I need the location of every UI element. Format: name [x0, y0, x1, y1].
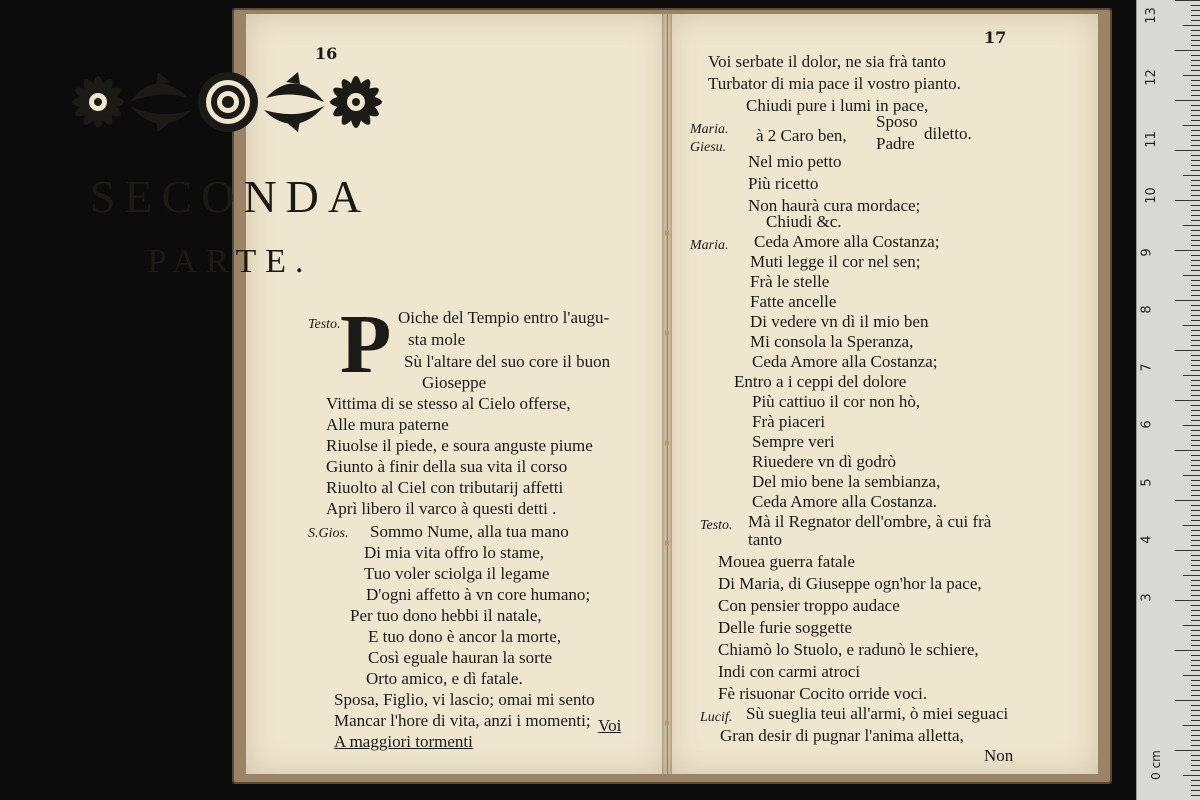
ruler-number: 7 — [1139, 363, 1155, 372]
ruler-number: 4 — [1139, 535, 1155, 544]
ruler-tick — [1191, 140, 1200, 141]
ruler-tick — [1183, 125, 1200, 126]
ruler-tick — [1191, 785, 1200, 786]
text-line: Fatte ancelle — [750, 292, 837, 311]
ruler-tick — [1191, 270, 1200, 271]
ruler-tick — [1191, 285, 1200, 286]
ruler-tick — [1191, 495, 1200, 496]
ruler-tick — [1191, 435, 1200, 436]
ruler-tick — [1191, 740, 1200, 741]
ruler-tick — [1191, 720, 1200, 721]
ruler-tick — [1191, 235, 1200, 236]
text-line: Tuo voler sciolga il legame — [364, 564, 550, 583]
ruler-tick — [1191, 40, 1200, 41]
text-line: Vittima di se stesso al Cielo offerse, — [326, 394, 571, 413]
ruler-tick — [1191, 480, 1200, 481]
ruler-tick — [1191, 5, 1200, 6]
catchword: Voi — [598, 716, 622, 735]
ruler-tick — [1191, 490, 1200, 491]
ruler-tick — [1191, 445, 1200, 446]
text-line: Orto amico, e dì fatale. — [366, 669, 523, 688]
speaker-label: S.Gios. — [308, 526, 349, 541]
ruler-tick — [1191, 460, 1200, 461]
speaker-label: Maria. — [690, 122, 729, 137]
ruler-number: 8 — [1139, 305, 1155, 314]
section-subtitle: PARTE. — [147, 243, 313, 280]
ruler-tick — [1191, 620, 1200, 621]
ruler-tick — [1191, 560, 1200, 561]
ruler-tick — [1191, 35, 1200, 36]
text-line: Sù sueglia teui all'armi, ò miei seguaci — [746, 704, 1009, 723]
text-line: Ceda Amore alla Costanza. — [752, 492, 938, 511]
text-line: Frà piaceri — [752, 412, 826, 431]
ruler-tick — [1191, 515, 1200, 516]
ruler-tick — [1183, 675, 1200, 676]
ruler-tick — [1191, 345, 1200, 346]
ruler-tick — [1191, 730, 1200, 731]
ruler-tick — [1191, 590, 1200, 591]
ruler-tick — [1183, 425, 1200, 426]
text-line: Padre — [876, 134, 915, 153]
text-line: Delle furie soggette — [718, 618, 853, 637]
text-line: Chiudi pure i lumi in pace, — [746, 96, 929, 115]
ruler-tick — [1191, 180, 1200, 181]
ruler-tick — [1191, 665, 1200, 666]
ruler-tick — [1175, 50, 1200, 51]
text-line: Sommo Nume, alla tua mano — [370, 522, 569, 541]
ruler-tick — [1191, 735, 1200, 736]
text-line: Frà le stelle — [750, 272, 830, 291]
ruler-tick — [1191, 340, 1200, 341]
ruler-number: 11 — [1143, 131, 1159, 148]
ruler-tick — [1191, 530, 1200, 531]
ruler-tick — [1191, 430, 1200, 431]
ruler-tick — [1191, 320, 1200, 321]
ruler-tick — [1191, 220, 1200, 221]
ruler-tick — [1191, 545, 1200, 546]
ruler-tick — [1191, 710, 1200, 711]
ruler-tick — [1191, 380, 1200, 381]
ruler-tick — [1191, 20, 1200, 21]
ruler-tick — [1191, 795, 1200, 796]
text-line: Mancar l'hore di vita, anzi i momenti; — [334, 711, 591, 730]
ruler-tick — [1191, 15, 1200, 16]
ruler-tick — [1191, 145, 1200, 146]
text-line: Per tuo dono hebbi il natale, — [350, 606, 542, 625]
ruler-tick — [1191, 535, 1200, 536]
ruler-tick — [1191, 85, 1200, 86]
ruler-tick — [1191, 660, 1200, 661]
text-line: Aprì libero il varco à questi detti . — [326, 499, 557, 518]
text-line: tanto — [748, 530, 782, 549]
text-line: Sù l'altare del suo core il buon — [404, 352, 611, 371]
ruler-tick — [1191, 255, 1200, 256]
text-line: E tuo dono è ancor la morte, — [368, 627, 562, 646]
section-title: SECONDA — [89, 171, 371, 222]
ruler-tick — [1191, 65, 1200, 66]
ruler-tick — [1191, 585, 1200, 586]
ruler-tick — [1191, 605, 1200, 606]
ruler-tick — [1175, 600, 1200, 601]
text-line: Di vedere vn dì il mio ben — [750, 312, 929, 331]
ruler-tick — [1191, 295, 1200, 296]
ruler-tick — [1191, 685, 1200, 686]
ruler-tick — [1191, 95, 1200, 96]
ruler-tick — [1191, 540, 1200, 541]
ruler-tick — [1191, 440, 1200, 441]
left-page-number: 16 — [315, 44, 338, 63]
ruler-tick — [1191, 315, 1200, 316]
binding-stitch — [665, 330, 669, 336]
text-line: Oiche del Tempio entro l'augu- — [398, 308, 610, 327]
text-line: sta mole — [408, 330, 466, 349]
ruler-tick — [1191, 505, 1200, 506]
ruler-tick — [1191, 415, 1200, 416]
ruler-tick — [1191, 555, 1200, 556]
text-line: Mà il Regnator dell'ombre, à cui frà — [748, 512, 992, 531]
ruler-tick — [1191, 695, 1200, 696]
binding-stitch — [665, 440, 669, 446]
ruler-tick — [1191, 365, 1200, 366]
ruler-tick — [1191, 645, 1200, 646]
ruler-tick — [1191, 670, 1200, 671]
text-line: Di mia vita offro lo stame, — [364, 543, 545, 562]
ruler-tick — [1191, 565, 1200, 566]
ruler-tick — [1191, 715, 1200, 716]
ruler-tick — [1175, 450, 1200, 451]
ruler-tick — [1191, 595, 1200, 596]
ruler-tick — [1191, 215, 1200, 216]
text-line: diletto. — [924, 124, 972, 143]
text-line: Gioseppe — [422, 373, 487, 392]
ruler-tick — [1191, 390, 1200, 391]
ruler-tick — [1175, 200, 1200, 201]
ruler-tick — [1191, 690, 1200, 691]
ruler-number: 12 — [1143, 69, 1159, 86]
ruler-tick — [1191, 410, 1200, 411]
text-line: Riuolse il piede, e soura anguste piume — [326, 436, 593, 455]
text-line: Sposa, Figlio, vi lascio; omai mi sento — [334, 690, 595, 709]
ruler-number: 13 — [1143, 7, 1159, 24]
ruler-tick — [1191, 455, 1200, 456]
ruler-tick — [1191, 170, 1200, 171]
text-line: Di Maria, di Giuseppe ogn'hor la pace, — [718, 574, 982, 593]
ruler-tick — [1191, 580, 1200, 581]
text-line: Voi serbate il dolor, ne sia frà tanto — [708, 52, 946, 71]
binding-stitch — [665, 540, 669, 546]
ruler-tick — [1175, 100, 1200, 101]
ruler-tick — [1175, 300, 1200, 301]
ruler-tick — [1191, 370, 1200, 371]
ruler-tick — [1191, 635, 1200, 636]
ruler-tick — [1183, 225, 1200, 226]
ruler-number: 5 — [1139, 478, 1155, 487]
text-line: Mouea guerra fatale — [718, 552, 855, 571]
ruler-tick — [1183, 325, 1200, 326]
ruler-tick — [1191, 305, 1200, 306]
ruler-tick — [1175, 750, 1200, 751]
speaker-label: Lucif. — [700, 710, 733, 725]
ruler-tick — [1183, 175, 1200, 176]
text-line: à 2 Caro ben, — [756, 126, 847, 145]
ruler-tick — [1191, 420, 1200, 421]
ruler-tick — [1191, 130, 1200, 131]
ruler-tick — [1191, 355, 1200, 356]
text-line: Chiamò lo Stuolo, e radunò le schiere, — [718, 640, 979, 659]
ruler-tick — [1191, 610, 1200, 611]
text-line: Più cattiuo il cor non hò, — [752, 392, 921, 411]
ruler-tick — [1191, 155, 1200, 156]
ruler-tick — [1191, 655, 1200, 656]
ruler-tick — [1183, 525, 1200, 526]
ruler-tick — [1175, 550, 1200, 551]
ruler-tick — [1191, 165, 1200, 166]
ruler-tick — [1191, 210, 1200, 211]
ruler-tick — [1191, 280, 1200, 281]
ruler-tick — [1175, 500, 1200, 501]
ruler-number: 10 — [1143, 187, 1159, 204]
text-line: Entro a i ceppi del dolore — [734, 372, 907, 391]
ruler-tick — [1191, 485, 1200, 486]
ruler-tick — [1191, 90, 1200, 91]
ruler-tick — [1175, 700, 1200, 701]
text-line: Turbator di mia pace il vostro pianto. — [708, 74, 961, 93]
ruler-number: 9 — [1139, 248, 1155, 257]
ruler-tick — [1191, 55, 1200, 56]
ruler-tick — [1191, 640, 1200, 641]
ruler-tick — [1191, 310, 1200, 311]
ruler-tick — [1191, 30, 1200, 31]
text-line: Sempre veri — [752, 432, 835, 451]
ruler-tick — [1183, 25, 1200, 26]
ruler-tick — [1191, 230, 1200, 231]
ruler-tick — [1191, 245, 1200, 246]
ruler-tick — [1175, 150, 1200, 151]
text-line: Con pensier troppo audace — [718, 596, 900, 615]
ruler-tick — [1191, 260, 1200, 261]
ruler-tick — [1191, 205, 1200, 206]
ruler-tick — [1175, 350, 1200, 351]
text-line: Nel mio petto — [748, 152, 842, 171]
text-line: Fè risuonar Cocito orride voci. — [718, 684, 928, 703]
text-line: Giunto à finir della sua vita il corso — [326, 457, 568, 476]
ruler-tick — [1191, 160, 1200, 161]
speaker-label: Testo. — [700, 518, 733, 533]
text-line: Indi con carmi atroci — [718, 662, 861, 681]
ruler-tick — [1191, 115, 1200, 116]
ruler-tick — [1175, 250, 1200, 251]
ruler-tick — [1191, 70, 1200, 71]
text-line: Gran desir di pugnar l'anima alletta, — [720, 726, 964, 745]
ruler-tick — [1191, 45, 1200, 46]
ruler-tick — [1191, 80, 1200, 81]
ruler-tick — [1191, 60, 1200, 61]
ruler-tick — [1191, 705, 1200, 706]
ruler-tick — [1191, 520, 1200, 521]
speaker-label: Testo. — [308, 317, 341, 332]
ruler-tick — [1191, 680, 1200, 681]
ruler-tick — [1191, 780, 1200, 781]
ruler-tick — [1191, 790, 1200, 791]
ruler-tick — [1183, 375, 1200, 376]
ruler-tick — [1191, 195, 1200, 196]
ruler-tick — [1191, 760, 1200, 761]
ruler-tick — [1191, 135, 1200, 136]
text-line: Mi consola la Speranza, — [750, 332, 914, 351]
ruler-tick — [1191, 405, 1200, 406]
binding-stitch — [665, 230, 669, 236]
ruler-tick — [1191, 755, 1200, 756]
ruler-tick — [1191, 510, 1200, 511]
text-line: Così eguale hauran la sorte — [368, 648, 553, 667]
drop-cap: P — [340, 298, 392, 391]
ruler-number: 6 — [1139, 420, 1155, 429]
ruler-tick — [1191, 105, 1200, 106]
ruler-tick — [1191, 745, 1200, 746]
text-line: Non haurà cura mordace; — [748, 196, 921, 215]
text-line: Riuolto al Ciel con tributarij affetti — [326, 478, 564, 497]
ruler-tick — [1175, 0, 1200, 1]
ruler-tick — [1183, 625, 1200, 626]
ruler-number: 3 — [1139, 593, 1155, 602]
ruler-tick — [1191, 190, 1200, 191]
ruler-tick — [1183, 275, 1200, 276]
text-line: Ceda Amore alla Costanza; — [752, 352, 938, 371]
text-line: A maggiori tormenti — [334, 732, 473, 751]
ruler-tick — [1191, 265, 1200, 266]
ruler-tick — [1191, 240, 1200, 241]
floral-ornament-icon — [58, 58, 398, 146]
ruler-tick — [1191, 570, 1200, 571]
right-page-number: 17 — [984, 28, 1007, 47]
text-line: Muti legge il cor nel sen; — [750, 252, 921, 271]
text-line: Ceda Amore alla Costanza; — [754, 232, 940, 251]
ruler-tick — [1183, 75, 1200, 76]
binding-stitch — [665, 720, 669, 726]
ruler-unit: 0 cm — [1148, 750, 1163, 780]
ruler-tick — [1191, 120, 1200, 121]
ruler-tick — [1191, 765, 1200, 766]
ruler-tick — [1183, 575, 1200, 576]
ruler-tick — [1191, 395, 1200, 396]
text-line: Sposo — [876, 112, 918, 131]
ruler-tick — [1175, 400, 1200, 401]
ruler-tick — [1191, 770, 1200, 771]
ruler-tick — [1191, 385, 1200, 386]
text-line: Più ricetto — [748, 174, 819, 193]
text-line: Riuedere vn dì godrò — [752, 452, 896, 471]
ruler-tick — [1191, 615, 1200, 616]
ruler-tick — [1191, 110, 1200, 111]
text-line: Chiudi &c. — [766, 212, 842, 231]
speaker-label: Maria. — [690, 238, 729, 253]
ruler-tick — [1191, 185, 1200, 186]
ruler-tick — [1191, 470, 1200, 471]
text-line: Del mio bene la sembianza, — [752, 472, 941, 491]
ruler-tick — [1191, 335, 1200, 336]
catchword: Non — [984, 746, 1014, 765]
text-line: D'ogni affetto à vn core humano; — [366, 585, 591, 604]
ruler-tick — [1191, 290, 1200, 291]
measuring-ruler — [1136, 0, 1200, 800]
ruler-tick — [1191, 465, 1200, 466]
ruler-tick — [1183, 725, 1200, 726]
ruler-tick — [1183, 475, 1200, 476]
ruler-tick — [1191, 360, 1200, 361]
ruler-tick — [1175, 650, 1200, 651]
ruler-tick — [1191, 10, 1200, 11]
text-line: Alle mura paterne — [326, 415, 449, 434]
speaker-label: Giesu. — [690, 140, 727, 155]
book-gutter — [662, 14, 672, 774]
ruler-tick — [1191, 330, 1200, 331]
ruler-tick — [1191, 630, 1200, 631]
ruler-tick — [1183, 775, 1200, 776]
